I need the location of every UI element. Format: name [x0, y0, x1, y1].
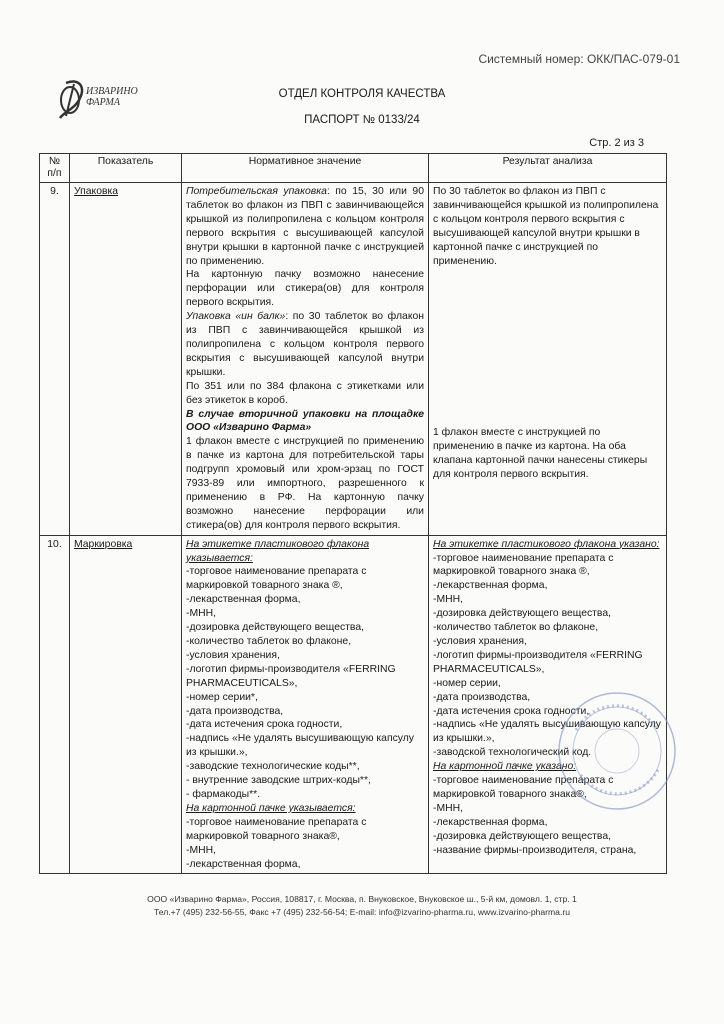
passport-number: ПАСПОРТ № 0133/24	[304, 114, 420, 126]
result-cell	[429, 183, 667, 536]
list-item: -количество таблеток во флаконе,	[186, 636, 352, 647]
result-paragraph: По 30 таблеток во флакон из ПВП с завинчивающейся крышкой из полипропилена с кольцом контроля первого вскрытия с высушивающей капсулой внутри крышки в картонной пачке с инструкцией по применению.	[433, 186, 659, 267]
list-item: -название фирмы-производителя, страна,	[433, 844, 637, 856]
list-item: -дозировка действующего вещества,	[433, 830, 612, 842]
list-item: -торговое наименование препарата с маркировкой товарного знака ®,	[433, 552, 614, 578]
list-item: -логотип фирмы-производителя «FERRING PHARMACEUTICALS»,	[186, 663, 396, 689]
footer	[0, 893, 724, 919]
result-heading: На картонной пачке указано:	[433, 761, 577, 773]
list-item: -лекарственная форма,	[433, 580, 548, 592]
logo-text-line1: ИЗВАРИНО	[86, 86, 138, 97]
list-item: -заводской технологический код.	[433, 747, 592, 759]
list-item: -номер серии*,	[186, 691, 258, 703]
column-header-result: Результат анализа	[429, 154, 667, 183]
list-item: -надпись «Не удалять высушивающую капсулу из крышки.»,	[186, 733, 414, 759]
norm-text: : по 15, 30 или 90 таблеток во флакон из ПВП с завинчивающейся крышкой из полипропилена с кольцом контроля первого вскрытия с высушивающей капсулой внутри крышки в картонной пачке с инструкцией по применению.	[186, 186, 424, 267]
list-item: -условия хранения,	[433, 636, 527, 647]
list-item: -количество таблеток во флаконе,	[433, 622, 599, 634]
list-item: -дозировка действующего вещества,	[186, 622, 365, 634]
table-header-row	[40, 154, 667, 183]
list-item: -логотип фирмы-производителя «FERRING PHARMACEUTICALS»,	[433, 649, 643, 675]
list-item: -условия хранения,	[186, 649, 280, 661]
norm-label: Потребительская упаковка	[186, 186, 327, 197]
norm-list	[186, 565, 424, 801]
list-item: -номер серии,	[433, 677, 501, 689]
column-header-num: № п/п	[40, 154, 70, 183]
norm-paragraph: На картонную пачку возможно нанесение перфорации или стикера(ов) для контроля первого вскрытия.	[186, 269, 424, 309]
column-header-norm: Нормативное значение	[182, 154, 429, 183]
norm-paragraph: В случае вторичной упаковки на площадке ООО «Изварино Фарма»	[186, 408, 424, 434]
logo-text-line2: ФАРМА	[86, 97, 120, 108]
norm-paragraph: 1 флакон вместе с инструкцией по применению в пачке из картона для потребительской тары подгрупп хромовый или хром-эрзац по ГОСТ 7933-89 или импортного, разрешенного к применению в РФ. На картонную пачку возможно нанесение перфорации или стикера(ов) для контроля первого вскрытия.	[186, 436, 424, 531]
result-paragraph: 1 флакон вместе с инструкцией по применению в пачке из картона. На оба клапана картонной пачки нанесены стикеры для контроля первого вскрытия.	[433, 427, 648, 481]
row-number: 10.	[40, 535, 70, 874]
list-item: -надпись «Не удалять высушивающую капсулу из крышки.»,	[433, 719, 661, 745]
norm-cell	[182, 535, 429, 874]
list-item: -лекарственная форма,	[433, 816, 548, 828]
result-heading: На этикетке пластикового флакона указано:	[433, 538, 660, 550]
indicator-name: Упаковка	[70, 183, 182, 536]
list-item: -МНН,	[186, 608, 217, 620]
norm-paragraph: По 351 или по 384 флакона с этикетками или без этикеток в короб.	[186, 380, 424, 406]
list-item: -лекарственная форма,	[186, 858, 301, 870]
norm-heading: На этикетке пластикового флакона указывается:	[186, 538, 370, 564]
department-title: ОТДЕЛ КОНТРОЛЯ КАЧЕСТВА	[278, 88, 446, 100]
page-number: Стр. 2 из 3	[589, 137, 644, 149]
list-item: -МНН,	[186, 844, 217, 856]
row-number: 9.	[40, 183, 70, 536]
quality-stamp-icon	[556, 690, 678, 812]
footer-contacts: Тел.+7 (495) 232-56-55, Факс +7 (495) 232-56-54; E-mail: info@izvarino-pharma.ru, www.izvarino-pharma.ru	[154, 907, 570, 917]
list-item: - внутренние заводские штрих-коды**,	[186, 775, 371, 787]
column-header-indicator: Показатель	[70, 154, 182, 183]
system-number: Системный номер: ОКК/ПАС-079-01	[478, 52, 680, 66]
indicator-name: Маркировка	[70, 535, 182, 874]
list-item: -дата производства,	[186, 705, 284, 717]
norm-text: : по 30 таблеток во флакон из ПВП с завинчивающейся крышкой из полипропилена с кольцом контроля первого вскрытия с высушивающей капсулой внутри крышки.	[186, 311, 424, 378]
list-item: - фармакоды**.	[186, 788, 261, 800]
list-item: -дата истечения срока годности,	[433, 705, 590, 717]
list-item: -дата производства,	[433, 691, 531, 703]
list-item: -торговое наименование препарата с маркировкой товарного знака®,	[186, 816, 367, 842]
list-item: -дозировка действующего вещества,	[433, 608, 612, 620]
list-item: -дата истечения срока годности,	[186, 719, 343, 731]
footer-address: ООО «Изварино Фарма», Россия, 108817, г. Москва, п. Внуковское, Внуковское ш., 5-й км, домовл. 1, стр. 1	[147, 894, 577, 904]
list-item: -лекарственная форма,	[186, 594, 301, 606]
list-item: -торговое наименование препарата с маркировкой товарного знака®,	[433, 775, 614, 800]
table-row-packaging	[40, 183, 667, 536]
list-item: -МНН,	[433, 802, 464, 814]
norm-heading: На картонной пачке указывается:	[186, 802, 356, 814]
list-item: -заводские технологические коды**,	[186, 761, 360, 773]
list-item: -МНН,	[433, 594, 464, 606]
norm-list	[186, 816, 424, 872]
norm-cell	[182, 183, 429, 536]
list-item: -торговое наименование препарата с маркировкой товарного знака ®,	[186, 566, 367, 592]
norm-label: Упаковка «ин балк»	[186, 311, 286, 323]
